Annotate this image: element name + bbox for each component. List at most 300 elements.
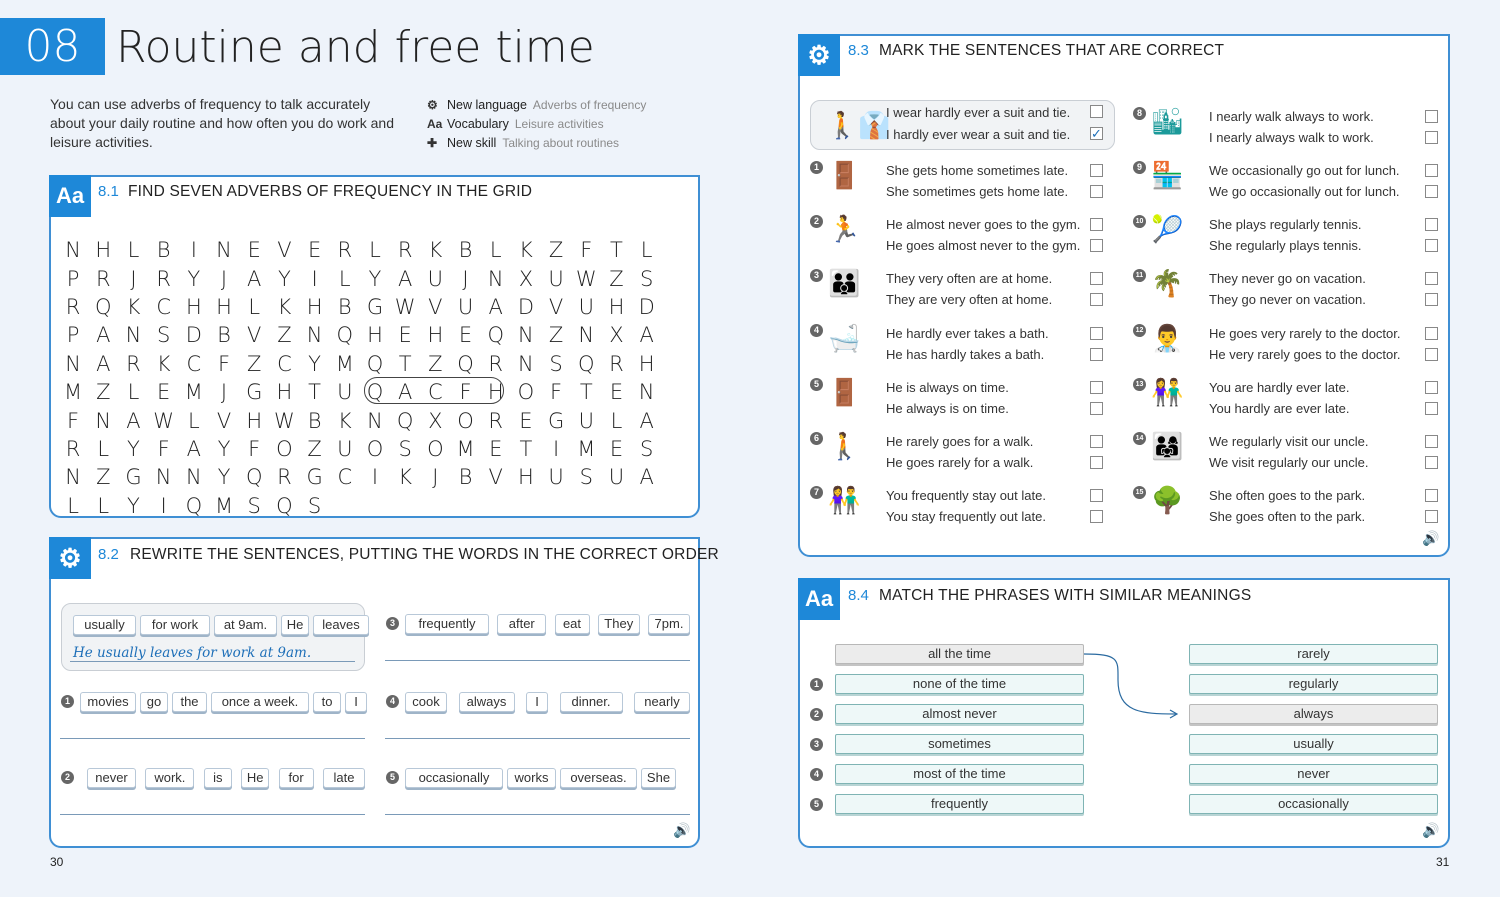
illustration-icon: 👫	[1151, 376, 1184, 407]
checkbox-a[interactable]	[1425, 327, 1438, 340]
item-number: 3	[386, 617, 399, 630]
grid-letter: H	[638, 351, 655, 376]
grid-letter: A	[639, 323, 654, 348]
sentence-b: We visit regularly our uncle.	[1209, 455, 1369, 470]
grid-letter: S	[579, 465, 593, 490]
item-number: 4	[810, 324, 823, 337]
phrase-left: frequently	[835, 794, 1084, 814]
illustration-icon: 👨‍⚕️	[1151, 322, 1184, 353]
grid-letter: S	[549, 351, 563, 376]
illustration-icon: 👨‍👩‍👧	[1151, 431, 1184, 461]
checkbox-b[interactable]	[1090, 402, 1103, 415]
grid-letter: Y	[308, 351, 321, 376]
vocabulary-tag-icon: Aa	[798, 578, 840, 620]
grid-letter: O	[457, 408, 474, 433]
checkbox-a[interactable]	[1425, 164, 1438, 177]
item-number: 6	[810, 432, 823, 445]
sentence-a: They very often are at home.	[886, 271, 1053, 287]
meta-value: Leisure activities	[514, 117, 604, 131]
grid-letter: L	[610, 408, 623, 433]
page-number-right: 31	[1436, 855, 1450, 869]
meta-label: New skill	[447, 136, 497, 150]
grid-letter: N	[367, 408, 383, 433]
gear-tag-icon: ⚙	[49, 537, 91, 579]
grid-letter: F	[248, 436, 261, 461]
grid-letter: U	[337, 436, 353, 461]
grid-letter: R	[126, 351, 141, 376]
intro-text: You can use adverbs of frequency to talk accurately about your daily routine and how often you do work and leisure activities.	[50, 96, 395, 150]
item-number: 1	[810, 678, 823, 691]
grid-letter: I	[552, 436, 560, 461]
grid-letter: V	[277, 238, 292, 263]
illustration-icon: 🏃	[828, 214, 861, 245]
grid-letter: T	[610, 238, 623, 263]
word-chip: 7pm.	[648, 614, 690, 634]
word-chip: work.	[145, 768, 194, 788]
exercise-title: REWRITE THE SENTENCES, PUTTING THE WORDS IN THE CORRECT ORDER	[130, 546, 719, 563]
word-chip: usually	[73, 615, 136, 635]
grid-letter: W	[575, 266, 597, 291]
grid-letter: M	[184, 380, 203, 405]
word-chip: at 9am.	[214, 615, 277, 635]
checkbox-a[interactable]	[1425, 110, 1438, 123]
grid-letter: R	[609, 351, 624, 376]
word-chip: They	[598, 614, 640, 634]
grid-letter: B	[337, 294, 352, 319]
grid-letter: X	[609, 323, 624, 348]
checkbox-b[interactable]	[1425, 131, 1438, 144]
gear-icon: ⚙	[427, 98, 438, 112]
illustration-icon: 🏙	[1151, 106, 1185, 136]
grid-letter: G	[125, 465, 142, 490]
illustration-icon: 🛁	[828, 322, 861, 353]
item-number: 1	[810, 161, 823, 174]
grid-letter: E	[247, 238, 261, 263]
grid-letter: Y	[217, 436, 231, 461]
checkbox-b[interactable]	[1090, 510, 1103, 523]
grid-letter: N	[155, 465, 172, 490]
word-chip: dinner.	[560, 692, 623, 712]
sentence-a: He hardly ever takes a bath.	[886, 325, 1049, 341]
sentence-b: She sometimes gets home late.	[886, 184, 1069, 199]
illustration-icon: 🚪	[828, 160, 861, 190]
word-chip: after	[497, 614, 546, 634]
circled-word-often	[364, 377, 504, 404]
grid-letter: F	[580, 238, 593, 263]
sentence-b: I nearly always walk to work.	[1209, 130, 1374, 145]
grid-letter: B	[458, 465, 473, 490]
checkbox-b[interactable]	[1090, 456, 1103, 469]
example-sentence-b: I hardly ever wear a suit and tie.	[886, 127, 1071, 142]
word-chip: I	[345, 692, 367, 712]
grid-letter: F	[459, 380, 472, 405]
word-chip: once a week.	[211, 692, 309, 712]
chapter-number: 08	[0, 18, 105, 75]
answer-line	[60, 814, 365, 815]
sentence-a: They never go on vacation.	[1209, 271, 1366, 287]
grid-letter: V	[548, 294, 564, 319]
grid-letter: F	[67, 408, 80, 433]
item-number: 7	[810, 486, 823, 499]
word-chip: He	[241, 768, 269, 788]
item-number: 15	[1133, 486, 1146, 499]
grid-letter: C	[156, 294, 171, 319]
answer-line	[385, 814, 690, 815]
grid-letter: H	[95, 238, 112, 263]
word-chip: I	[526, 692, 548, 712]
exercise-title: FIND SEVEN ADVERBS OF FREQUENCY IN THE GRID	[128, 183, 533, 200]
checkbox-a[interactable]	[1090, 489, 1103, 502]
sentence-b: He always is on time.	[886, 400, 1009, 416]
checkbox-b[interactable]	[1090, 293, 1103, 306]
checkbox-b[interactable]	[1425, 239, 1438, 252]
example-answer: He usually leaves for work at 9am.	[73, 645, 312, 661]
grid-letter: Y	[217, 465, 231, 490]
checkbox-a[interactable]	[1090, 327, 1103, 340]
exercise-number: 8.2	[98, 546, 119, 563]
item-number: 14	[1133, 432, 1146, 445]
grid-letter: H	[487, 380, 504, 405]
sentence-a: She plays regularly tennis.	[1209, 217, 1362, 233]
checkbox-b[interactable]	[1425, 402, 1438, 415]
grid-letter: N	[638, 380, 655, 405]
grid-letter: G	[306, 465, 323, 490]
grid-letter: V	[488, 465, 503, 490]
word-chip: is	[204, 768, 232, 788]
grid-letter: Z	[96, 380, 111, 405]
sentence-b: She goes often to the park.	[1209, 509, 1366, 525]
grid-letter: L	[67, 493, 79, 518]
grid-letter: A	[397, 380, 413, 405]
grid-letter: Z	[548, 323, 564, 348]
page-number-left: 30	[50, 855, 64, 869]
grid-letter: U	[548, 266, 564, 291]
example-checkbox-a[interactable]	[1090, 105, 1103, 118]
checkbox-a[interactable]	[1090, 272, 1103, 285]
grid-letter: R	[156, 266, 171, 291]
grid-letter: E	[458, 323, 473, 348]
word-chip: the	[172, 692, 207, 712]
grid-letter: Q	[366, 380, 384, 405]
word-chip: leaves	[313, 615, 369, 635]
grid-letter: R	[65, 436, 81, 461]
meta-label: New language	[447, 98, 527, 112]
grid-letter: G	[246, 380, 263, 405]
grid-letter: M	[64, 380, 83, 405]
word-chip: She	[641, 768, 676, 788]
chapter-title: Routine and free time	[116, 22, 595, 73]
grid-letter: H	[518, 465, 534, 490]
grid-letter: C	[186, 351, 202, 376]
grid-letter: Y	[368, 266, 382, 291]
item-number: 5	[810, 798, 823, 811]
illustration-icon: 🚶	[828, 431, 861, 461]
grid-letter: Q	[578, 351, 595, 376]
word-chip: for	[279, 768, 314, 788]
illustration-icon: 🚪	[828, 376, 861, 407]
sentence-a: She often goes to the park.	[1209, 488, 1366, 504]
checkbox-a[interactable]	[1425, 218, 1438, 231]
grid-letter: L	[127, 380, 140, 405]
meta-row	[427, 96, 646, 115]
grid-letter: A	[186, 436, 202, 461]
grid-letter: E	[609, 436, 624, 461]
exercise-title: MATCH THE PHRASES WITH SIMILAR MEANINGS	[879, 587, 1252, 604]
phrase-left: almost never	[835, 704, 1084, 724]
grid-letter: J	[432, 465, 439, 490]
grid-letter: I	[190, 238, 197, 263]
grid-letter: I	[371, 465, 379, 490]
item-number: 2	[61, 771, 74, 784]
word-chip: eat	[555, 614, 590, 634]
word-chip: frequently	[405, 614, 489, 634]
grid-letter: Y	[127, 436, 140, 461]
word-chip: always	[459, 692, 515, 712]
grid-letter: U	[337, 380, 353, 405]
grid-letter: H	[367, 323, 383, 348]
grid-letter: P	[66, 266, 80, 291]
grid-letter: J	[130, 266, 137, 291]
grid-letter: N	[185, 465, 202, 490]
grid-letter: Z	[277, 323, 292, 348]
illustration-icon: 🎾	[1151, 214, 1184, 245]
phrase-left: most of the time	[835, 764, 1084, 784]
grid-letter: C	[277, 351, 292, 376]
grid-letter: Z	[609, 266, 624, 291]
example-checkbox-b[interactable]: ✓	[1091, 126, 1102, 141]
word-chip: for work	[140, 615, 210, 635]
grid-letter: W	[394, 294, 416, 319]
grid-letter: T	[579, 380, 593, 405]
checkbox-b[interactable]	[1090, 185, 1103, 198]
item-number: 13	[1133, 378, 1146, 391]
grid-letter: U	[608, 465, 625, 490]
grid-letter: F	[217, 351, 231, 376]
grid-letter: Z	[307, 436, 322, 461]
meta-value: Adverbs of frequency	[532, 98, 647, 112]
grid-letter: Q	[336, 323, 354, 348]
checkbox-a[interactable]	[1090, 435, 1103, 448]
sentence-a: You are hardly ever late.	[1209, 379, 1350, 395]
grid-letter: H	[608, 294, 625, 319]
grid-letter: A	[96, 351, 111, 376]
sentence-a: He almost never goes to the gym.	[886, 217, 1081, 233]
grid-letter: B	[217, 323, 231, 348]
grid-letter: M	[214, 493, 234, 518]
grid-letter: U	[548, 465, 564, 490]
grid-letter: T	[308, 380, 321, 405]
grid-letter: E	[489, 436, 503, 461]
checkbox-b[interactable]	[1090, 348, 1103, 361]
grid-letter: N	[65, 238, 81, 263]
answer-line	[385, 660, 690, 661]
sentence-b: You hardly are ever late.	[1209, 400, 1350, 416]
grid-letter: O	[366, 436, 384, 461]
grid-letter: D	[185, 323, 202, 348]
grid-letter: L	[187, 408, 200, 433]
grid-letter: V	[247, 323, 262, 348]
checkbox-a[interactable]	[1425, 489, 1438, 502]
meta-value: Talking about routines	[502, 136, 620, 150]
grid-letter: A	[126, 408, 141, 433]
grid-letter: J	[220, 266, 228, 291]
grid-letter: E	[609, 380, 624, 405]
phrase-right: regularly	[1189, 674, 1438, 694]
grid-letter: R	[397, 238, 413, 263]
grid-letter: S	[247, 493, 261, 518]
checkbox-b[interactable]	[1090, 239, 1103, 252]
item-number: 9	[1133, 161, 1146, 174]
grid-letter: Z	[548, 238, 564, 263]
sentence-a: He rarely goes for a walk.	[886, 434, 1034, 449]
grid-letter: H	[246, 408, 263, 433]
audio-icon[interactable]: 🔊	[1422, 822, 1440, 838]
phrase-right: never	[1189, 764, 1438, 784]
sentence-b: She regularly plays tennis.	[1209, 238, 1362, 254]
grid-letter: H	[216, 294, 232, 319]
sentence-b: He very rarely goes to the doctor.	[1209, 346, 1401, 362]
phrase-left: all the time	[835, 644, 1084, 664]
audio-icon[interactable]: 🔊	[673, 822, 691, 838]
grid-letter: Y	[127, 493, 140, 518]
grid-letter: E	[307, 238, 322, 263]
checkbox-b[interactable]	[1425, 185, 1438, 198]
grid-letter: T	[398, 351, 412, 376]
checkbox-a[interactable]	[1425, 435, 1438, 448]
checkbox-a[interactable]	[1090, 164, 1103, 177]
grid-letter: N	[518, 351, 534, 376]
item-number: 3	[810, 269, 823, 282]
checkbox-b[interactable]	[1425, 348, 1438, 361]
grid-letter: W	[153, 408, 175, 433]
grid-letter: I	[160, 493, 167, 518]
exercise-number: 8.1	[98, 183, 119, 200]
phrase-right: usually	[1189, 734, 1438, 754]
checkbox-a[interactable]	[1090, 381, 1103, 394]
word-chip: nearly	[634, 692, 690, 712]
grid-letter: N	[518, 323, 534, 348]
grid-letter: Y	[277, 266, 291, 291]
checkbox-a[interactable]	[1425, 272, 1438, 285]
sentence-b: They are very often at home.	[886, 292, 1053, 308]
grid-letter: K	[277, 294, 292, 319]
grid-letter: K	[126, 294, 141, 319]
grid-letter: Z	[428, 351, 443, 376]
grid-letter: X	[428, 408, 443, 433]
grid-letter: K	[337, 408, 352, 433]
item-number: 2	[810, 708, 823, 721]
grid-letter: Q	[457, 351, 474, 376]
grid-letter: W	[274, 408, 295, 433]
grid-letter: A	[247, 266, 262, 291]
grid-letter: P	[66, 323, 80, 348]
grid-letter: A	[96, 323, 111, 348]
gear-tag-icon: ⚙	[798, 34, 840, 76]
grid-letter: Q	[276, 493, 293, 518]
grid-letter: R	[337, 238, 353, 263]
grid-letter: A	[397, 266, 413, 291]
item-number: 11	[1133, 269, 1146, 282]
grid-letter: U	[457, 294, 474, 319]
word-chip: late	[323, 768, 365, 788]
grid-letter: C	[337, 465, 353, 490]
grid-letter: N	[216, 238, 232, 263]
grid-letter: E	[519, 408, 533, 433]
grid-letter: J	[220, 380, 228, 405]
checkbox-b[interactable]	[1425, 456, 1438, 469]
grid-letter: L	[369, 238, 381, 263]
grid-letter: L	[338, 266, 351, 291]
checkbox-a[interactable]	[1090, 218, 1103, 231]
grid-letter: E	[157, 380, 171, 405]
checkbox-b[interactable]	[1425, 510, 1438, 523]
grid-letter: H	[306, 294, 323, 319]
grid-letter: K	[398, 465, 413, 490]
grid-letter: Q	[95, 294, 112, 319]
grid-letter: L	[97, 493, 110, 518]
word-search-grid	[58, 236, 662, 520]
grid-letter: M	[456, 436, 475, 461]
meta-row	[427, 134, 646, 153]
grid-letter: H	[276, 380, 293, 405]
word-chip: He	[281, 615, 309, 635]
exercise-number: 8.4	[848, 587, 869, 604]
grid-letter: Q	[185, 493, 203, 518]
meta-row	[427, 115, 646, 134]
grid-letter: J	[462, 266, 469, 291]
grid-letter: I	[311, 266, 318, 291]
grid-letter: A	[488, 294, 503, 319]
sentence-b: They go never on vacation.	[1209, 292, 1366, 308]
sentence-a: We occasionally go out for lunch.	[1209, 163, 1400, 178]
grid-letter: N	[578, 323, 595, 348]
grid-letter: Z	[96, 465, 111, 490]
grid-letter: H	[427, 323, 444, 348]
checkbox-b[interactable]	[1425, 293, 1438, 306]
grid-letter: B	[307, 408, 322, 433]
item-number: 5	[810, 378, 823, 391]
grid-letter: O	[427, 436, 444, 461]
grid-letter: D	[517, 294, 534, 319]
word-chip: go	[140, 692, 168, 712]
grid-letter: B	[156, 238, 171, 263]
answer-line	[70, 661, 355, 662]
grid-letter: H	[185, 294, 202, 319]
grid-letter: Q	[366, 351, 384, 376]
checkbox-a[interactable]	[1425, 381, 1438, 394]
sentence-a: She gets home sometimes late.	[886, 163, 1069, 178]
word-chip: works	[507, 768, 556, 788]
grid-letter: G	[547, 408, 565, 433]
phrase-right: always	[1189, 704, 1438, 724]
grid-letter: S	[307, 493, 322, 518]
grid-letter: M	[577, 436, 596, 461]
grid-letter: R	[488, 351, 504, 376]
grid-letter: Q	[245, 465, 263, 490]
grid-letter: F	[157, 436, 170, 461]
sentence-b: He has hardly takes a bath.	[886, 346, 1045, 362]
item-number: 5	[386, 771, 399, 784]
audio-icon[interactable]: 🔊	[1422, 530, 1440, 546]
exercise-title: MARK THE SENTENCES THAT ARE CORRECT	[879, 42, 1225, 59]
grid-letter: E	[398, 323, 412, 348]
vocabulary-tag-icon: Aa	[49, 175, 91, 217]
phrase-right: occasionally	[1189, 794, 1438, 814]
grid-letter: N	[65, 351, 81, 376]
aa-icon: Aa	[427, 117, 443, 131]
item-number: 12	[1133, 324, 1146, 337]
sentence-b: He goes almost never to the gym.	[886, 238, 1081, 254]
